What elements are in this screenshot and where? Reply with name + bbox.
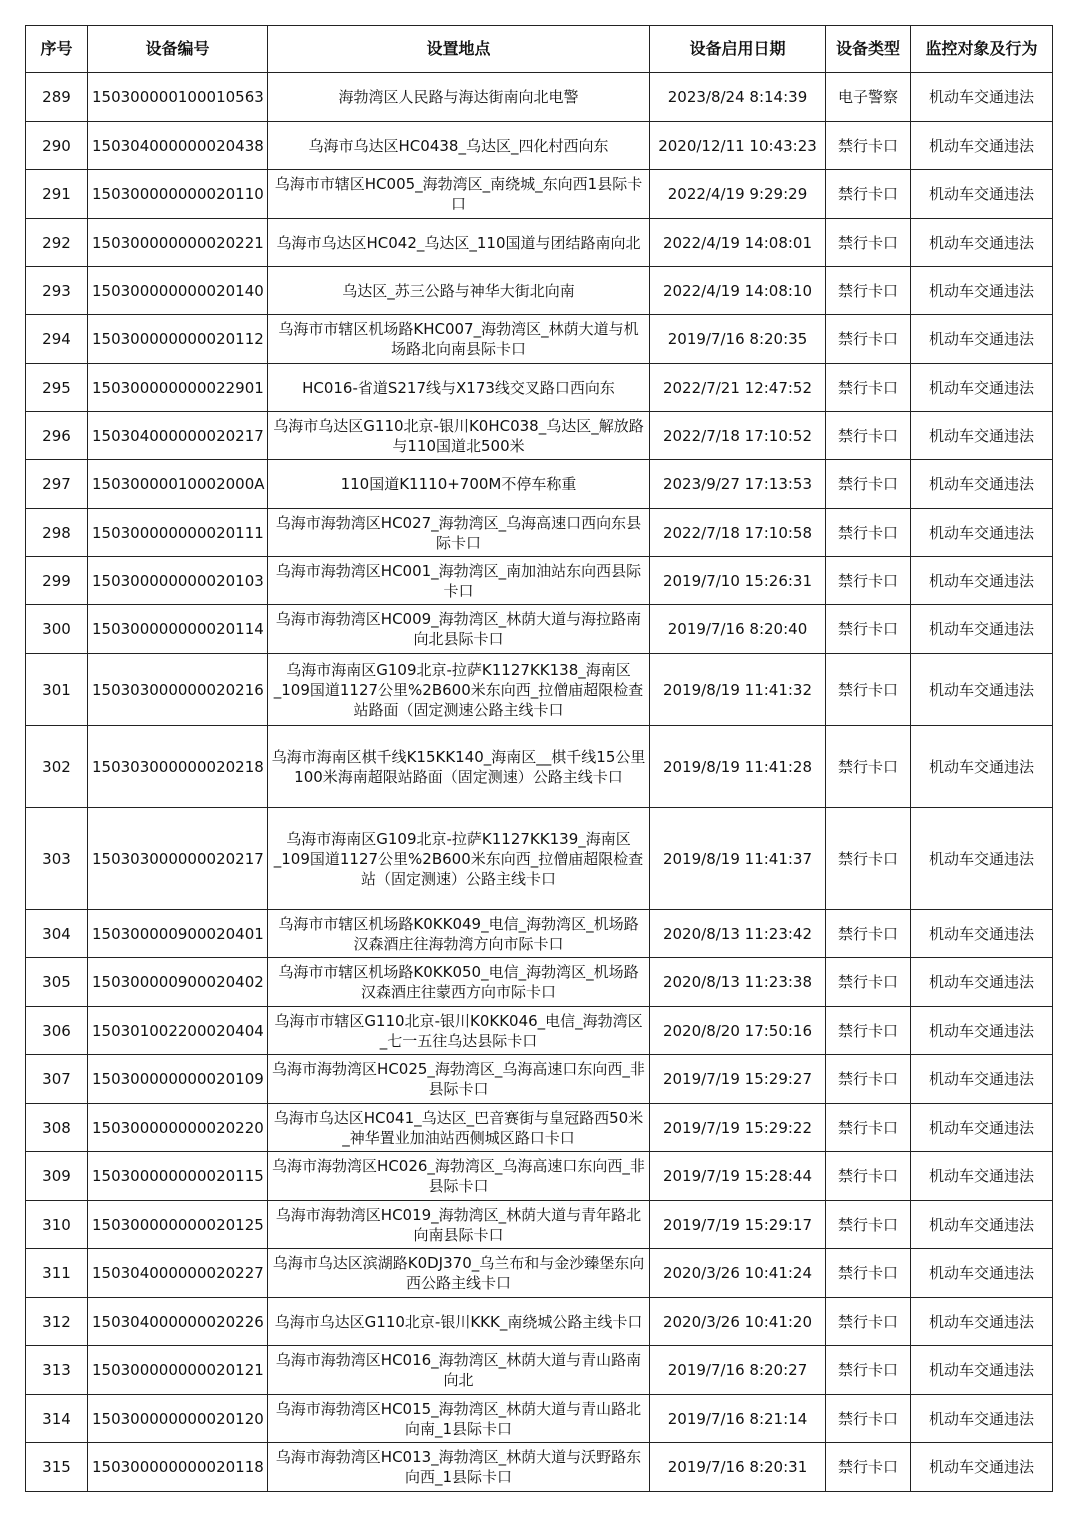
cell-location: 乌海市乌达区滨湖路K0DJ370_乌兰布和与金沙臻堡东向西公路主线卡口 [268, 1249, 650, 1298]
cell-serial-number: 306 [26, 1007, 88, 1055]
cell-location: 乌海市市辖区机场路KHC007_海勃湾区_林荫大道与机场路北向南县际卡口 [268, 315, 650, 364]
cell-activation-date: 2019/8/19 11:41:37 [650, 808, 826, 910]
cell-activation-date: 2023/9/27 17:13:53 [650, 460, 826, 509]
table-row [26, 170, 1053, 219]
cell-monitoring-target: 机动车交通违法 [911, 509, 1053, 557]
cell-device-type: 禁行卡口 [826, 509, 911, 557]
cell-location: 乌海市乌达区G110北京-银川K0HC038_乌达区_解放路与110国道北500米 [268, 412, 650, 460]
cell-device-id: 15030000010002000A [88, 460, 268, 509]
cell-device-type: 禁行卡口 [826, 364, 911, 412]
cell-location: 乌海市海勃湾区HC019_海勃湾区_林荫大道与青年路北向南县际卡口 [268, 1201, 650, 1249]
table-row [26, 412, 1053, 460]
table-row [26, 1346, 1053, 1395]
cell-device-id: 150304000000020217 [88, 412, 268, 460]
cell-device-type: 禁行卡口 [826, 605, 911, 654]
cell-activation-date: 2019/7/19 15:28:44 [650, 1152, 826, 1201]
cell-activation-date: 2020/8/13 11:23:38 [650, 958, 826, 1007]
cell-device-id: 150301002200020404 [88, 1007, 268, 1055]
table-row [26, 654, 1053, 726]
cell-serial-number: 310 [26, 1201, 88, 1249]
table-header-row [26, 26, 1053, 73]
cell-location: 乌海市海勃湾区HC027_海勃湾区_乌海高速口西向东县际卡口 [268, 509, 650, 557]
cell-serial-number: 303 [26, 808, 88, 910]
cell-activation-date: 2019/7/16 8:20:35 [650, 315, 826, 364]
cell-device-id: 150300000000020220 [88, 1104, 268, 1152]
cell-location: 乌海市海勃湾区HC026_海勃湾区_乌海高速口东向西_非县际卡口 [268, 1152, 650, 1201]
cell-monitoring-target: 机动车交通违法 [911, 557, 1053, 605]
cell-device-type: 禁行卡口 [826, 1007, 911, 1055]
cell-location: 乌海市海勃湾区HC016_海勃湾区_林荫大道与青山路南向北 [268, 1346, 650, 1395]
cell-activation-date: 2022/7/18 17:10:58 [650, 509, 826, 557]
cell-activation-date: 2023/8/24 8:14:39 [650, 73, 826, 122]
table-row [26, 364, 1053, 412]
cell-monitoring-target: 机动车交通违法 [911, 1298, 1053, 1346]
cell-monitoring-target: 机动车交通违法 [911, 122, 1053, 170]
cell-device-id: 150300000000022901 [88, 364, 268, 412]
table-row [26, 1443, 1053, 1492]
cell-device-type: 禁行卡口 [826, 726, 911, 808]
cell-device-id: 150300000100010563 [88, 73, 268, 122]
cell-device-type: 禁行卡口 [826, 1395, 911, 1443]
table-row [26, 958, 1053, 1007]
cell-monitoring-target: 机动车交通违法 [911, 910, 1053, 958]
header-device-type: 设备类型 [826, 26, 911, 73]
cell-activation-date: 2019/7/16 8:20:40 [650, 605, 826, 654]
table-row [26, 1201, 1053, 1249]
header-serial-number: 序号 [26, 26, 88, 73]
cell-activation-date: 2019/7/16 8:20:31 [650, 1443, 826, 1492]
cell-device-id: 150300000000020125 [88, 1201, 268, 1249]
cell-monitoring-target: 机动车交通违法 [911, 654, 1053, 726]
cell-device-id: 150300000000020103 [88, 557, 268, 605]
header-monitoring-target: 监控对象及行为 [911, 26, 1053, 73]
cell-serial-number: 300 [26, 605, 88, 654]
cell-device-id: 150303000000020218 [88, 726, 268, 808]
cell-device-type: 禁行卡口 [826, 1249, 911, 1298]
table-row [26, 1298, 1053, 1346]
cell-monitoring-target: 机动车交通违法 [911, 1055, 1053, 1104]
cell-location: 乌海市市辖区机场路K0KK049_电信_海勃湾区_机场路汉森酒庄往海勃湾方向市际卡口 [268, 910, 650, 958]
cell-monitoring-target: 机动车交通违法 [911, 1249, 1053, 1298]
cell-device-type: 禁行卡口 [826, 1346, 911, 1395]
cell-monitoring-target: 机动车交通违法 [911, 1395, 1053, 1443]
cell-device-type: 禁行卡口 [826, 1055, 911, 1104]
cell-activation-date: 2020/3/26 10:41:24 [650, 1249, 826, 1298]
cell-location: 乌海市海勃湾区HC015_海勃湾区_林荫大道与青山路北向南_1县际卡口 [268, 1395, 650, 1443]
table-row [26, 219, 1053, 267]
cell-device-type: 禁行卡口 [826, 219, 911, 267]
cell-device-type: 禁行卡口 [826, 910, 911, 958]
cell-monitoring-target: 机动车交通违法 [911, 958, 1053, 1007]
cell-device-type: 电子警察 [826, 73, 911, 122]
cell-activation-date: 2019/7/16 8:20:27 [650, 1346, 826, 1395]
cell-device-id: 150304000000020227 [88, 1249, 268, 1298]
cell-device-id: 150304000000020226 [88, 1298, 268, 1346]
cell-device-type: 禁行卡口 [826, 412, 911, 460]
cell-serial-number: 298 [26, 509, 88, 557]
cell-serial-number: 290 [26, 122, 88, 170]
cell-monitoring-target: 机动车交通违法 [911, 267, 1053, 315]
cell-monitoring-target: 机动车交通违法 [911, 170, 1053, 219]
cell-serial-number: 296 [26, 412, 88, 460]
cell-device-id: 150303000000020217 [88, 808, 268, 910]
cell-location: 乌海市海勃湾区HC009_海勃湾区_林荫大道与海拉路南向北县际卡口 [268, 605, 650, 654]
cell-device-id: 150300000000020112 [88, 315, 268, 364]
cell-device-id: 150304000000020438 [88, 122, 268, 170]
cell-device-type: 禁行卡口 [826, 1104, 911, 1152]
cell-device-type: 禁行卡口 [826, 1201, 911, 1249]
cell-device-id: 150300000000020115 [88, 1152, 268, 1201]
cell-device-id: 150303000000020216 [88, 654, 268, 726]
cell-serial-number: 315 [26, 1443, 88, 1492]
cell-activation-date: 2019/7/19 15:29:22 [650, 1104, 826, 1152]
cell-activation-date: 2022/4/19 9:29:29 [650, 170, 826, 219]
table-row [26, 267, 1053, 315]
cell-activation-date: 2019/7/19 15:29:27 [650, 1055, 826, 1104]
table-row [26, 1007, 1053, 1055]
cell-serial-number: 313 [26, 1346, 88, 1395]
table-row [26, 73, 1053, 122]
cell-serial-number: 311 [26, 1249, 88, 1298]
cell-activation-date: 2022/4/19 14:08:10 [650, 267, 826, 315]
cell-device-type: 禁行卡口 [826, 170, 911, 219]
cell-activation-date: 2020/3/26 10:41:20 [650, 1298, 826, 1346]
cell-monitoring-target: 机动车交通违法 [911, 605, 1053, 654]
cell-monitoring-target: 机动车交通违法 [911, 315, 1053, 364]
table-row [26, 122, 1053, 170]
cell-device-type: 禁行卡口 [826, 557, 911, 605]
cell-activation-date: 2019/7/10 15:26:31 [650, 557, 826, 605]
cell-monitoring-target: 机动车交通违法 [911, 364, 1053, 412]
header-location: 设置地点 [268, 26, 650, 73]
cell-serial-number: 301 [26, 654, 88, 726]
cell-device-type: 禁行卡口 [826, 1443, 911, 1492]
table-row [26, 605, 1053, 654]
cell-serial-number: 289 [26, 73, 88, 122]
table-row [26, 1055, 1053, 1104]
cell-device-type: 禁行卡口 [826, 267, 911, 315]
cell-device-id: 150300000000020221 [88, 219, 268, 267]
cell-location: 乌海市海勃湾区HC025_海勃湾区_乌海高速口东向西_非县际卡口 [268, 1055, 650, 1104]
cell-serial-number: 305 [26, 958, 88, 1007]
cell-location: 乌海市海勃湾区HC013_海勃湾区_林荫大道与沃野路东向西_1县际卡口 [268, 1443, 650, 1492]
table-row [26, 460, 1053, 509]
cell-location: 海勃湾区人民路与海达街南向北电警 [268, 73, 650, 122]
cell-monitoring-target: 机动车交通违法 [911, 1346, 1053, 1395]
cell-monitoring-target: 机动车交通违法 [911, 726, 1053, 808]
cell-device-type: 禁行卡口 [826, 958, 911, 1007]
cell-monitoring-target: 机动车交通违法 [911, 1104, 1053, 1152]
cell-activation-date: 2019/8/19 11:41:28 [650, 726, 826, 808]
cell-device-id: 150300000000020120 [88, 1395, 268, 1443]
table-row [26, 1249, 1053, 1298]
cell-location: 乌海市市辖区机场路K0KK050_电信_海勃湾区_机场路汉森酒庄往蒙西方向市际卡口 [268, 958, 650, 1007]
cell-device-id: 150300000000020114 [88, 605, 268, 654]
cell-monitoring-target: 机动车交通违法 [911, 1152, 1053, 1201]
table-row [26, 509, 1053, 557]
cell-monitoring-target: 机动车交通违法 [911, 1201, 1053, 1249]
table-row [26, 1152, 1053, 1201]
table-row [26, 726, 1053, 808]
cell-activation-date: 2020/8/13 11:23:42 [650, 910, 826, 958]
cell-device-id: 150300000000020121 [88, 1346, 268, 1395]
table-row [26, 1104, 1053, 1152]
cell-location: 110国道K1110+700M不停车称重 [268, 460, 650, 509]
cell-location: 乌达区_苏三公路与神华大街北向南 [268, 267, 650, 315]
cell-device-id: 150300000900020402 [88, 958, 268, 1007]
cell-location: 乌海市海南区棋千线K15KK140_海南区__棋千线15公里100米海南超限站路面（固定测速）公路主线卡口 [268, 726, 650, 808]
cell-serial-number: 308 [26, 1104, 88, 1152]
table-row [26, 315, 1053, 364]
cell-monitoring-target: 机动车交通违法 [911, 460, 1053, 509]
cell-serial-number: 292 [26, 219, 88, 267]
cell-device-type: 禁行卡口 [826, 808, 911, 910]
cell-activation-date: 2020/12/11 10:43:23 [650, 122, 826, 170]
cell-location: 乌海市海南区G109北京-拉萨K1127KK138_海南区_109国道1127公里%2B600米东向西_拉僧庙超限检查站路面（固定测速公路主线卡口 [268, 654, 650, 726]
cell-location: 乌海市海南区G109北京-拉萨K1127KK139_海南区_109国道1127公里%2B600米东向西_拉僧庙超限检查站（固定测速）公路主线卡口 [268, 808, 650, 910]
cell-serial-number: 312 [26, 1298, 88, 1346]
cell-location: HC016-省道S217线与X173线交叉路口西向东 [268, 364, 650, 412]
cell-serial-number: 307 [26, 1055, 88, 1104]
cell-location: 乌海市乌达区G110北京-银川KKK_南绕城公路主线卡口 [268, 1298, 650, 1346]
cell-device-id: 150300000900020401 [88, 910, 268, 958]
cell-serial-number: 295 [26, 364, 88, 412]
cell-serial-number: 302 [26, 726, 88, 808]
cell-monitoring-target: 机动车交通违法 [911, 412, 1053, 460]
cell-device-type: 禁行卡口 [826, 460, 911, 509]
cell-activation-date: 2019/7/19 15:29:17 [650, 1201, 826, 1249]
cell-monitoring-target: 机动车交通违法 [911, 808, 1053, 910]
cell-monitoring-target: 机动车交通违法 [911, 73, 1053, 122]
cell-serial-number: 293 [26, 267, 88, 315]
cell-device-type: 禁行卡口 [826, 1298, 911, 1346]
cell-activation-date: 2022/4/19 14:08:01 [650, 219, 826, 267]
cell-serial-number: 294 [26, 315, 88, 364]
table-body [26, 73, 1053, 1492]
cell-activation-date: 2022/7/18 17:10:52 [650, 412, 826, 460]
cell-activation-date: 2019/8/19 11:41:32 [650, 654, 826, 726]
device-table [25, 25, 1053, 1492]
cell-device-id: 150300000000020118 [88, 1443, 268, 1492]
table-row [26, 910, 1053, 958]
cell-location: 乌海市乌达区HC042_乌达区_110国道与团结路南向北 [268, 219, 650, 267]
cell-device-id: 150300000000020109 [88, 1055, 268, 1104]
header-device-id: 设备编号 [88, 26, 268, 73]
table-row [26, 1395, 1053, 1443]
cell-location: 乌海市海勃湾区HC001_海勃湾区_南加油站东向西县际卡口 [268, 557, 650, 605]
table-row [26, 808, 1053, 910]
cell-location: 乌海市乌达区HC0438_乌达区_四化村西向东 [268, 122, 650, 170]
table-row [26, 557, 1053, 605]
cell-serial-number: 304 [26, 910, 88, 958]
cell-serial-number: 299 [26, 557, 88, 605]
cell-serial-number: 291 [26, 170, 88, 219]
cell-device-type: 禁行卡口 [826, 315, 911, 364]
cell-monitoring-target: 机动车交通违法 [911, 1007, 1053, 1055]
cell-location: 乌海市市辖区G110北京-银川K0KK046_电信_海勃湾区_七一五往乌达县际卡口 [268, 1007, 650, 1055]
cell-device-type: 禁行卡口 [826, 1152, 911, 1201]
cell-device-id: 150300000000020140 [88, 267, 268, 315]
cell-location: 乌海市市辖区HC005_海勃湾区_南绕城_东向西1县际卡口 [268, 170, 650, 219]
cell-device-id: 150300000000020110 [88, 170, 268, 219]
cell-activation-date: 2019/7/16 8:21:14 [650, 1395, 826, 1443]
cell-device-id: 150300000000020111 [88, 509, 268, 557]
cell-location: 乌海市乌达区HC041_乌达区_巴音赛街与皇冠路西50米_神华置业加油站西侧城区路口卡口 [268, 1104, 650, 1152]
cell-activation-date: 2020/8/20 17:50:16 [650, 1007, 826, 1055]
cell-serial-number: 297 [26, 460, 88, 509]
cell-monitoring-target: 机动车交通违法 [911, 219, 1053, 267]
cell-activation-date: 2022/7/21 12:47:52 [650, 364, 826, 412]
cell-device-type: 禁行卡口 [826, 122, 911, 170]
cell-serial-number: 309 [26, 1152, 88, 1201]
header-activation-date: 设备启用日期 [650, 26, 826, 73]
cell-serial-number: 314 [26, 1395, 88, 1443]
cell-device-type: 禁行卡口 [826, 654, 911, 726]
cell-monitoring-target: 机动车交通违法 [911, 1443, 1053, 1492]
